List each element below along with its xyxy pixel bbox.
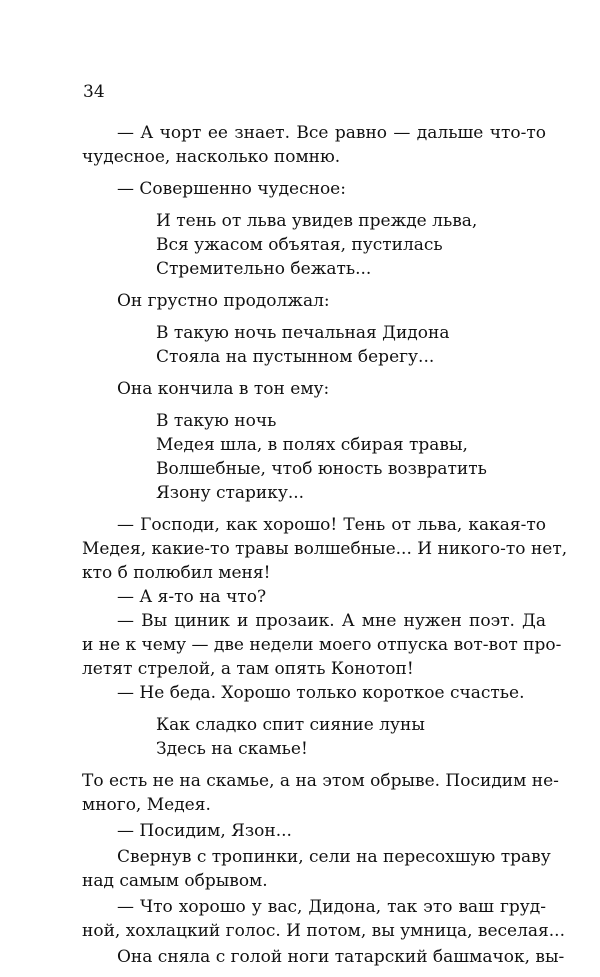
verse-line: Волшебные, чтоб юность возвратить bbox=[156, 459, 487, 479]
text-line: летят стрелой, а там опять Конотоп! bbox=[82, 659, 414, 679]
verse-line: В такую ночь bbox=[156, 411, 277, 431]
text-line: — Совершенно чудесное: bbox=[117, 179, 346, 199]
page-number: 34 bbox=[83, 82, 105, 102]
text-line: — А я-то на что? bbox=[117, 587, 267, 607]
text-line: над самым обрывом. bbox=[82, 871, 268, 891]
text-line: и не к чему — две недели моего отпуска вот-вот про- bbox=[82, 635, 562, 655]
text-line: То есть не на скамье, а на этом обрыве. Посидим не- bbox=[82, 771, 559, 791]
verse-block bbox=[82, 209, 546, 281]
text-line: Она сняла с голой ноги татарский башмачок, вы- bbox=[117, 947, 565, 967]
text-line: ной, хохлацкий голос. И потом, вы умница, веселая... bbox=[82, 921, 565, 941]
paragraph bbox=[82, 609, 562, 681]
paragraph bbox=[82, 177, 546, 201]
paragraph bbox=[82, 289, 546, 313]
paragraph bbox=[82, 681, 546, 705]
text-line: кто б полюбил меня! bbox=[82, 563, 271, 583]
text-line: чудесное, насколько помню. bbox=[82, 147, 341, 167]
paragraph-continuation bbox=[82, 769, 559, 817]
text-line: — Не беда. Хорошо только короткое счастье. bbox=[117, 683, 525, 703]
paragraph bbox=[82, 819, 546, 843]
verse-line: И тень от льва увидев прежде льва, bbox=[156, 211, 478, 231]
verse-block bbox=[82, 321, 546, 369]
paragraph bbox=[82, 585, 546, 609]
verse-line: Стремительно бежать... bbox=[156, 259, 372, 279]
text-line: — А чорт ее знает. Все равно — дальше что-то bbox=[117, 123, 546, 143]
paragraph bbox=[82, 845, 551, 893]
paragraph bbox=[82, 513, 568, 585]
paragraph bbox=[82, 121, 546, 169]
verse-line: Вся ужасом объятая, пустилась bbox=[156, 235, 443, 255]
text-line: — Господи, как хорошо! Тень от льва, какая-то bbox=[117, 515, 546, 535]
text-line: Свернув с тропинки, сели на пересохшую траву bbox=[117, 847, 551, 867]
paragraph bbox=[82, 895, 565, 943]
verse-block bbox=[82, 409, 546, 505]
text-line: Медея, какие-то травы волшебные... И никого-то нет, bbox=[82, 539, 568, 559]
text-line: Она кончила в тон ему: bbox=[117, 379, 330, 399]
verse-line: Стояла на пустынном берегу... bbox=[156, 347, 435, 367]
paragraph bbox=[82, 377, 546, 401]
page-text bbox=[82, 121, 568, 969]
text-line: — Вы циник и прозаик. А мне нужен поэт. Да bbox=[117, 611, 546, 631]
verse-line: В такую ночь печальная Дидона bbox=[156, 323, 450, 343]
text-line: много, Медея. bbox=[82, 795, 211, 815]
paragraph bbox=[82, 945, 565, 969]
text-line: Он грустно продолжал: bbox=[117, 291, 330, 311]
text-line: — Что хорошо у вас, Дидона, так это ваш груд- bbox=[117, 897, 546, 917]
verse-line: Как сладко спит сияние луны bbox=[156, 715, 425, 735]
verse-line: Здесь на скамье! bbox=[156, 739, 308, 759]
text-line: — Посидим, Язон... bbox=[117, 821, 292, 841]
verse-block bbox=[82, 713, 546, 761]
verse-line: Медея шла, в полях сбирая травы, bbox=[156, 435, 468, 455]
verse-line: Язону старику... bbox=[156, 483, 305, 503]
